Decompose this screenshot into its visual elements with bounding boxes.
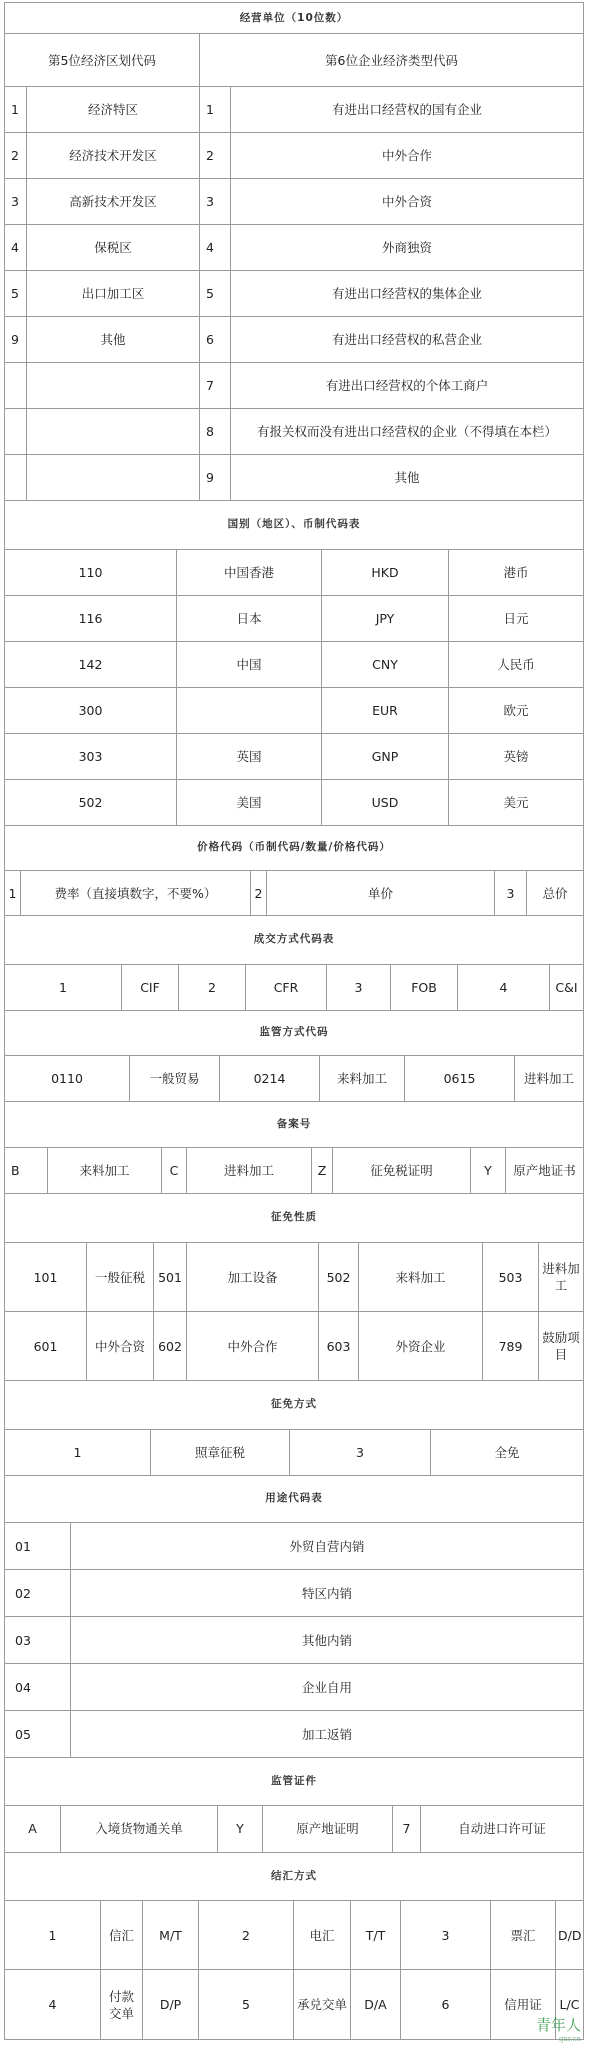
price-name: 费率（直接填数字，不要%） xyxy=(21,871,251,916)
nature-code: 601 xyxy=(5,1312,87,1381)
settlement-name: 电汇 xyxy=(294,1901,351,1970)
document-name: 自动进口许可证 xyxy=(421,1805,584,1852)
region-code-header: 第5位经济区划代码 xyxy=(5,34,200,87)
table-row xyxy=(5,964,584,1010)
usage-code: 05 xyxy=(5,1711,71,1758)
nature-code: 602 xyxy=(154,1312,187,1381)
mode-name: FOB xyxy=(391,964,458,1010)
table-row xyxy=(5,455,584,501)
table-row xyxy=(5,1147,584,1193)
currency-name: 美元 xyxy=(449,779,584,825)
region-name xyxy=(27,409,200,455)
country-currency-table xyxy=(4,501,584,826)
tax-mode-code: 3 xyxy=(290,1429,431,1475)
region-code: 1 xyxy=(5,87,27,133)
supervision-document-title: 监管证件 xyxy=(5,1758,584,1805)
document-name: 入境货物通关单 xyxy=(61,1805,218,1852)
code-reference-sheet xyxy=(4,2,584,2040)
table-row xyxy=(5,1617,584,1664)
country-name: 美国 xyxy=(177,779,322,825)
record-number-table xyxy=(4,1102,584,1194)
country-name xyxy=(177,687,322,733)
currency-name: 欧元 xyxy=(449,687,584,733)
settlement-abbr: D/D xyxy=(556,1901,584,1970)
table-row xyxy=(5,1429,584,1475)
nature-code: 101 xyxy=(5,1243,87,1312)
record-name: 原产地证书 xyxy=(506,1147,584,1193)
settlement-name: 信汇 xyxy=(101,1901,143,1970)
mode-code: 2 xyxy=(179,964,246,1010)
usage-code: 03 xyxy=(5,1617,71,1664)
watermark-sub: qnr.cn xyxy=(558,2035,581,2043)
type-name: 其他 xyxy=(231,455,584,501)
region-name xyxy=(27,363,200,409)
region-name: 经济特区 xyxy=(27,87,200,133)
table-row xyxy=(5,1970,584,2040)
table-row xyxy=(5,779,584,825)
tax-mode-code: 1 xyxy=(5,1429,151,1475)
price-name: 总价 xyxy=(527,871,584,916)
document-code: A xyxy=(5,1805,61,1852)
supervision-code: 0110 xyxy=(5,1056,130,1102)
nature-code: 503 xyxy=(483,1243,539,1312)
currency-code: GNP xyxy=(322,733,449,779)
settlement-code: 1 xyxy=(5,1901,101,1970)
usage-code-title: 用途代码表 xyxy=(5,1476,584,1523)
type-name: 中外合资 xyxy=(231,179,584,225)
nature-code: 603 xyxy=(319,1312,359,1381)
table-row xyxy=(5,1711,584,1758)
supervision-document-table xyxy=(4,1758,584,1853)
nature-name: 加工设备 xyxy=(187,1243,319,1312)
type-name: 有进出口经营权的个体工商户 xyxy=(231,363,584,409)
supervision-name: 来料加工 xyxy=(320,1056,405,1102)
settlement-abbr: T/T xyxy=(351,1901,401,1970)
type-name: 外商独资 xyxy=(231,225,584,271)
table-row xyxy=(5,1570,584,1617)
mode-code: 3 xyxy=(327,964,391,1010)
country-code: 502 xyxy=(5,779,177,825)
settlement-code: 3 xyxy=(401,1901,491,1970)
nature-code: 502 xyxy=(319,1243,359,1312)
record-code: B xyxy=(5,1147,48,1193)
region-code xyxy=(5,363,27,409)
table-row xyxy=(5,595,584,641)
nature-code: 501 xyxy=(154,1243,187,1312)
supervision-code: 0214 xyxy=(220,1056,320,1102)
record-code: Y xyxy=(471,1147,506,1193)
type-name: 有报关权而没有进出口经营权的企业（不得填在本栏） xyxy=(231,409,584,455)
document-code: Y xyxy=(218,1805,263,1852)
nature-name: 中外合作 xyxy=(187,1312,319,1381)
record-code: C xyxy=(162,1147,187,1193)
settlement-name: 付款交单 xyxy=(101,1970,143,2040)
settlement-name: 信用证 xyxy=(491,1970,556,2040)
country-name: 英国 xyxy=(177,733,322,779)
currency-name: 日元 xyxy=(449,595,584,641)
business-unit-title: 经营单位（10位数） xyxy=(5,3,584,34)
currency-code: EUR xyxy=(322,687,449,733)
tax-mode-table xyxy=(4,1381,584,1476)
usage-code: 04 xyxy=(5,1664,71,1711)
settlement-abbr: D/A xyxy=(351,1970,401,2040)
region-code: 5 xyxy=(5,271,27,317)
nature-name: 一般征税 xyxy=(87,1243,154,1312)
region-name: 高新技术开发区 xyxy=(27,179,200,225)
currency-name: 英镑 xyxy=(449,733,584,779)
record-name: 进料加工 xyxy=(187,1147,312,1193)
record-number-title: 备案号 xyxy=(5,1102,584,1147)
usage-code-table xyxy=(4,1476,584,1759)
mode-name: C&I xyxy=(550,964,584,1010)
country-name: 中国香港 xyxy=(177,549,322,595)
country-code: 116 xyxy=(5,595,177,641)
price-name: 单价 xyxy=(267,871,495,916)
usage-name: 其他内销 xyxy=(71,1617,584,1664)
tax-mode-name: 全免 xyxy=(431,1429,584,1475)
region-code: 3 xyxy=(5,179,27,225)
record-name: 征免税证明 xyxy=(333,1147,471,1193)
nature-name: 鼓励项目 xyxy=(539,1312,584,1381)
table-row xyxy=(5,1312,584,1381)
country-code: 142 xyxy=(5,641,177,687)
type-code: 8 xyxy=(200,409,231,455)
type-name: 有进出口经营权的私营企业 xyxy=(231,317,584,363)
type-code: 9 xyxy=(200,455,231,501)
record-name: 来料加工 xyxy=(48,1147,162,1193)
usage-code: 01 xyxy=(5,1523,71,1570)
enterprise-type-header: 第6位企业经济类型代码 xyxy=(200,34,584,87)
table-row xyxy=(5,687,584,733)
mode-name: CFR xyxy=(246,964,327,1010)
table-row xyxy=(5,409,584,455)
currency-code: USD xyxy=(322,779,449,825)
usage-name: 外贸自营内销 xyxy=(71,1523,584,1570)
table-row xyxy=(5,1901,584,1970)
supervision-name: 一般贸易 xyxy=(130,1056,220,1102)
table-row xyxy=(5,1243,584,1312)
type-code: 6 xyxy=(200,317,231,363)
tax-mode-title: 征免方式 xyxy=(5,1381,584,1429)
type-name: 中外合作 xyxy=(231,133,584,179)
type-name: 有进出口经营权的国有企业 xyxy=(231,87,584,133)
settlement-abbr: M/T xyxy=(143,1901,199,1970)
region-name: 经济技术开发区 xyxy=(27,133,200,179)
country-name: 中国 xyxy=(177,641,322,687)
mode-code: 4 xyxy=(458,964,550,1010)
price-code: 1 xyxy=(5,871,21,916)
table-row xyxy=(5,549,584,595)
transaction-mode-table xyxy=(4,916,584,1011)
region-name: 出口加工区 xyxy=(27,271,200,317)
record-code: Z xyxy=(312,1147,333,1193)
table-row xyxy=(5,1805,584,1852)
supervision-mode-table xyxy=(4,1011,584,1103)
country-code: 110 xyxy=(5,549,177,595)
settlement-abbr: D/P xyxy=(143,1970,199,2040)
region-name: 其他 xyxy=(27,317,200,363)
table-row xyxy=(5,317,584,363)
type-name: 有进出口经营权的集体企业 xyxy=(231,271,584,317)
document-name: 原产地证明 xyxy=(263,1805,393,1852)
mode-name: CIF xyxy=(122,964,179,1010)
table-row xyxy=(5,1664,584,1711)
type-code: 7 xyxy=(200,363,231,409)
tax-nature-title: 征免性质 xyxy=(5,1194,584,1243)
settlement-code: 5 xyxy=(199,1970,294,2040)
currency-code: HKD xyxy=(322,549,449,595)
mode-code: 1 xyxy=(5,964,122,1010)
transaction-mode-title: 成交方式代码表 xyxy=(5,916,584,964)
table-row xyxy=(5,271,584,317)
type-code: 1 xyxy=(200,87,231,133)
table-row xyxy=(5,133,584,179)
table-row xyxy=(5,87,584,133)
table-row xyxy=(5,1523,584,1570)
supervision-name: 进料加工 xyxy=(515,1056,584,1102)
nature-code: 789 xyxy=(483,1312,539,1381)
usage-code: 02 xyxy=(5,1570,71,1617)
region-code: 9 xyxy=(5,317,27,363)
price-code-title: 价格代码（币制代码/数量/价格代码） xyxy=(5,826,584,871)
currency-code: CNY xyxy=(322,641,449,687)
settlement-mode-table xyxy=(4,1853,584,2041)
currency-name: 人民币 xyxy=(449,641,584,687)
region-code: 4 xyxy=(5,225,27,271)
supervision-mode-title: 监管方式代码 xyxy=(5,1011,584,1056)
nature-name: 进料加工 xyxy=(539,1243,584,1312)
region-name xyxy=(27,455,200,501)
region-code xyxy=(5,409,27,455)
table-row xyxy=(5,225,584,271)
type-code: 3 xyxy=(200,179,231,225)
table-row xyxy=(5,363,584,409)
type-code: 4 xyxy=(200,225,231,271)
price-code: 3 xyxy=(495,871,527,916)
region-code: 2 xyxy=(5,133,27,179)
settlement-name: 承兑交单 xyxy=(294,1970,351,2040)
nature-name: 中外合资 xyxy=(87,1312,154,1381)
business-unit-table xyxy=(4,2,584,501)
settlement-abbr: L/C xyxy=(556,1970,584,2040)
nature-name: 来料加工 xyxy=(359,1243,483,1312)
settlement-mode-title: 结汇方式 xyxy=(5,1853,584,1901)
settlement-code: 6 xyxy=(401,1970,491,2040)
table-row xyxy=(5,871,584,916)
price-code: 2 xyxy=(251,871,267,916)
country-name: 日本 xyxy=(177,595,322,641)
usage-name: 企业自用 xyxy=(71,1664,584,1711)
settlement-name: 票汇 xyxy=(491,1901,556,1970)
currency-name: 港币 xyxy=(449,549,584,595)
usage-name: 特区内销 xyxy=(71,1570,584,1617)
currency-code: JPY xyxy=(322,595,449,641)
tax-nature-table xyxy=(4,1194,584,1382)
table-row xyxy=(5,641,584,687)
document-code: 7 xyxy=(393,1805,421,1852)
country-code: 303 xyxy=(5,733,177,779)
region-name: 保税区 xyxy=(27,225,200,271)
settlement-code: 4 xyxy=(5,1970,101,2040)
site-watermark xyxy=(536,2014,581,2043)
watermark-main: 青年人 xyxy=(535,2016,581,2034)
nature-name: 外资企业 xyxy=(359,1312,483,1381)
region-code xyxy=(5,455,27,501)
type-code: 5 xyxy=(200,271,231,317)
usage-name: 加工返销 xyxy=(71,1711,584,1758)
type-code: 2 xyxy=(200,133,231,179)
table-row xyxy=(5,733,584,779)
table-row xyxy=(5,179,584,225)
tax-mode-name: 照章征税 xyxy=(151,1429,290,1475)
price-code-table xyxy=(4,826,584,917)
settlement-code: 2 xyxy=(199,1901,294,1970)
country-currency-title: 国别（地区）、币制代码表 xyxy=(5,501,584,549)
table-row xyxy=(5,1056,584,1102)
supervision-code: 0615 xyxy=(405,1056,515,1102)
country-code: 300 xyxy=(5,687,177,733)
